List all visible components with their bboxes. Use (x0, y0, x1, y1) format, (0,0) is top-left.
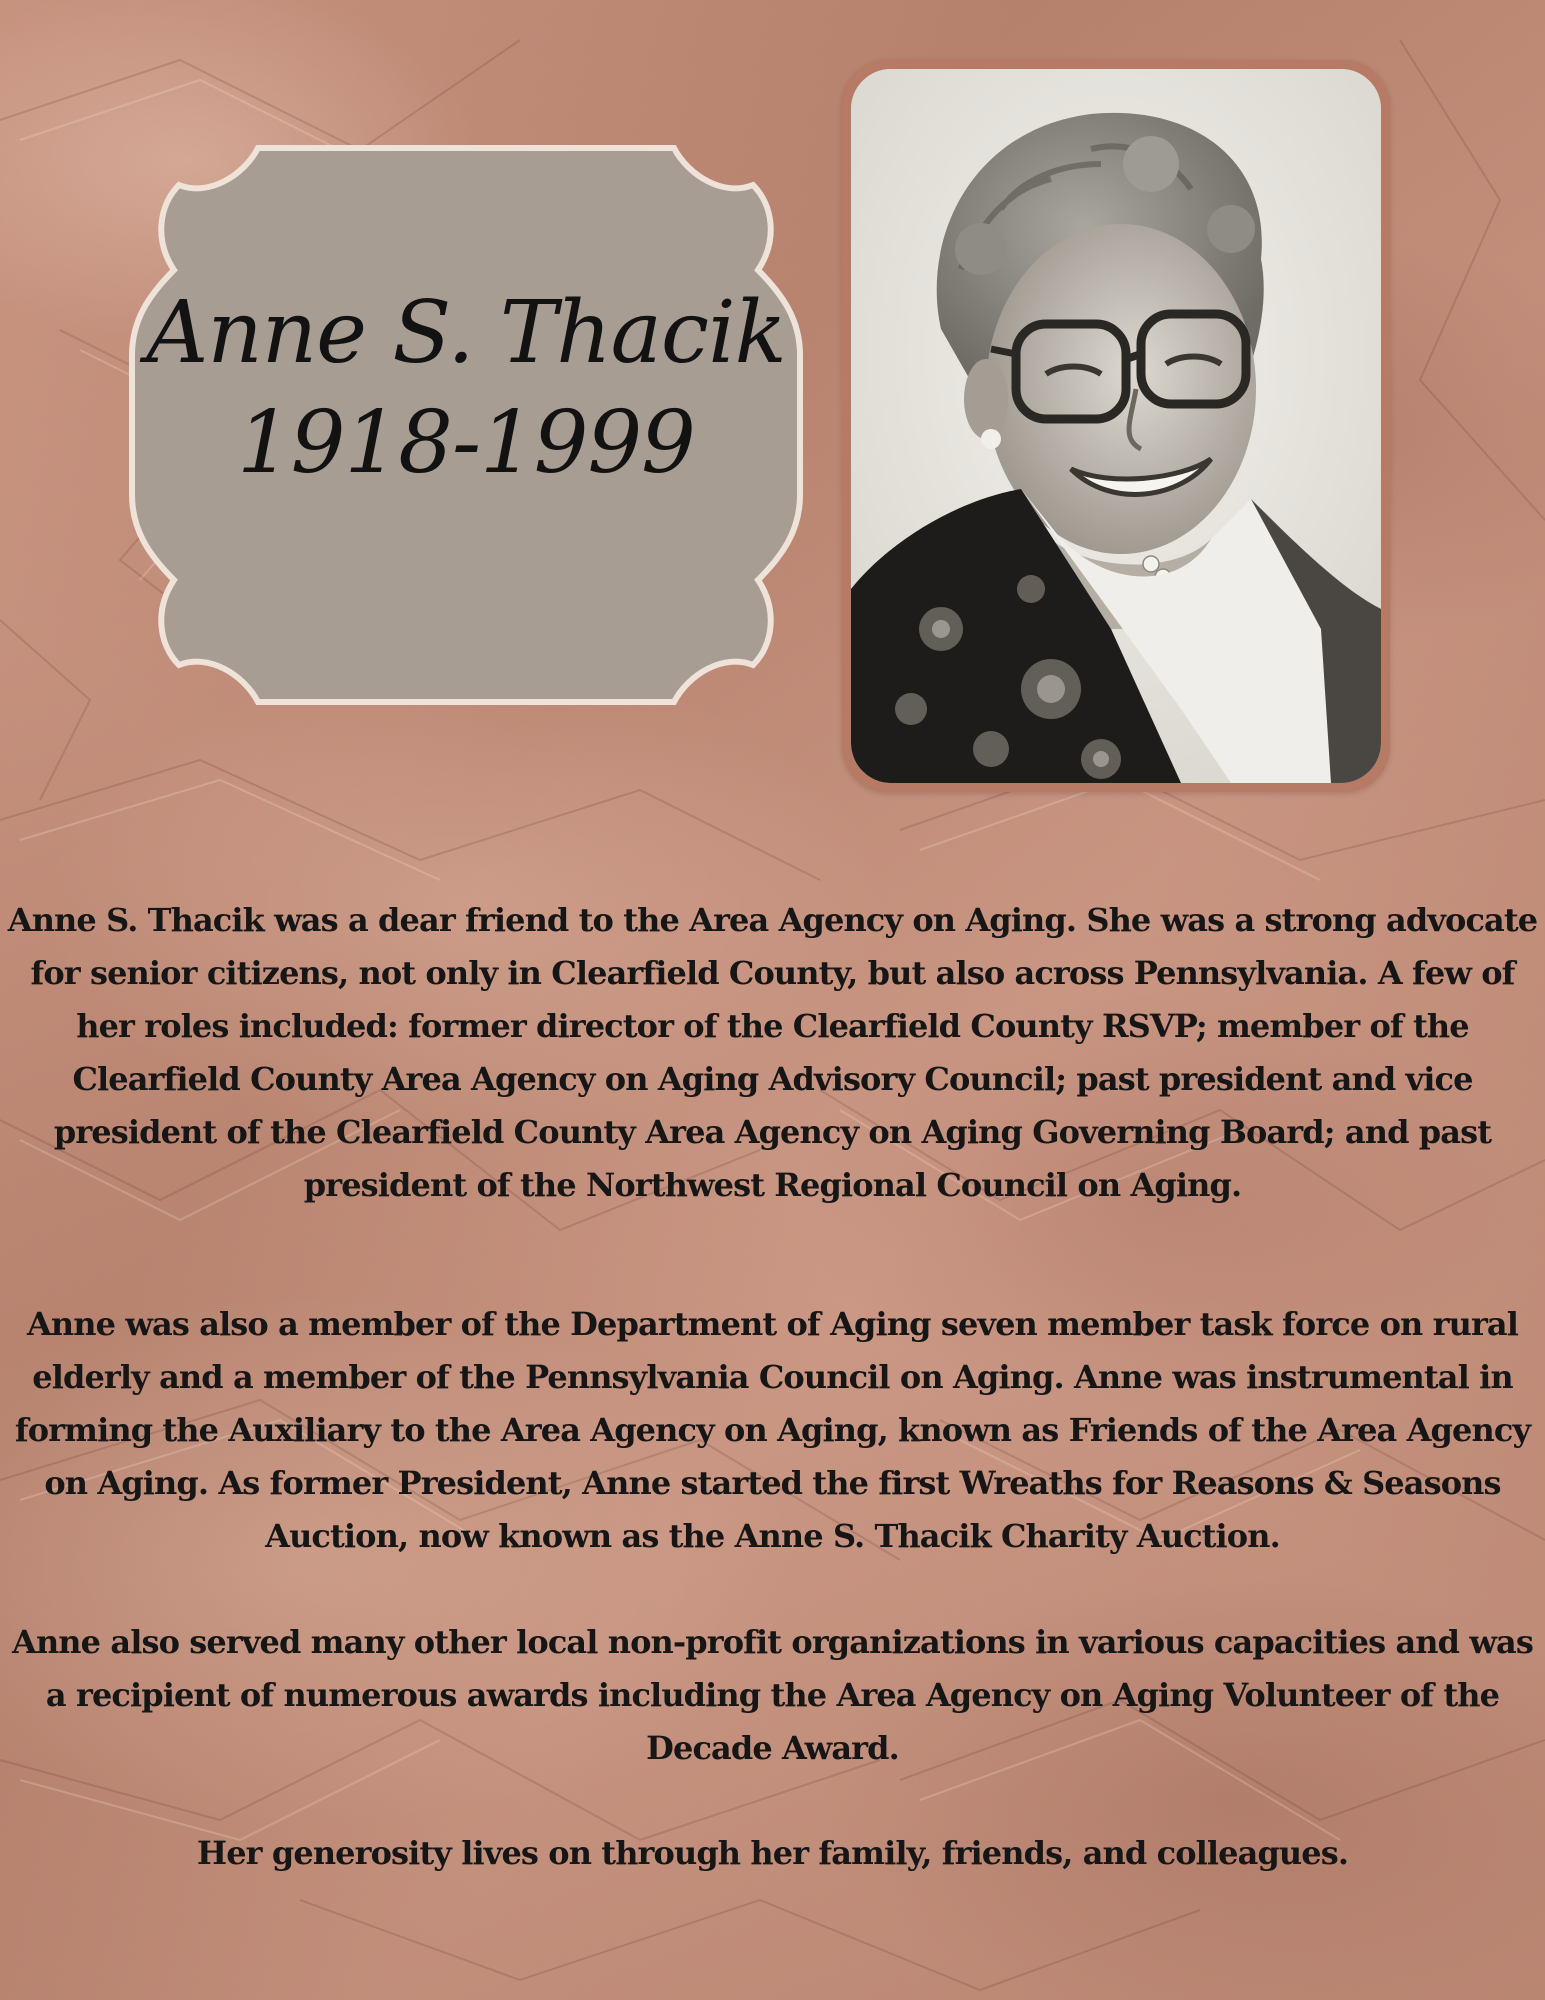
title-text (128, 145, 804, 705)
closing-paragraph: Her generosity lives on through her family, friends, and colleagues. (196, 1834, 1349, 1872)
biography-paragraph-3: Anne also served many other local non-profit organizations in various capacities and was a recipient of numerous awards including the Area Agency on Aging Volunteer of the Decade Award. (12, 1623, 1533, 1767)
biography-paragraph-2: Anne was also a member of the Department of Aging seven member task force on rural elderly and a member of the Pennsylvania Council on Aging. Anne was instrumental in forming the Auxiliary to the Area Agency on Aging, known as Friends of the Area Agency on Aging. As former President, Anne started the first Wreaths for Reasons & Seasons Auction, now known as the Anne S. Thacik Charity Auction. (14, 1305, 1531, 1555)
life-years: 1918-1999 (237, 393, 695, 493)
portrait-photo (851, 69, 1381, 783)
person-name: Anne S. Thacik (146, 283, 786, 383)
portrait-frame (842, 60, 1390, 792)
biography-paragraph-1: Anne S. Thacik was a dear friend to the Area Agency on Aging. She was a strong advocate for senior citizens, not only in Clearfield County, but also across Pennsylvania. A few of her roles included: former director of the Clearfield County RSVP; member of the Clearfield County Area Agency on Aging Advisory Council; past president and vice president of the Clearfield County Area Agency on Aging Governing Board; and past president of the Northwest Regional Council on Aging. (7, 901, 1538, 1204)
title-badge (128, 145, 804, 705)
portrait-illustration (851, 69, 1381, 783)
